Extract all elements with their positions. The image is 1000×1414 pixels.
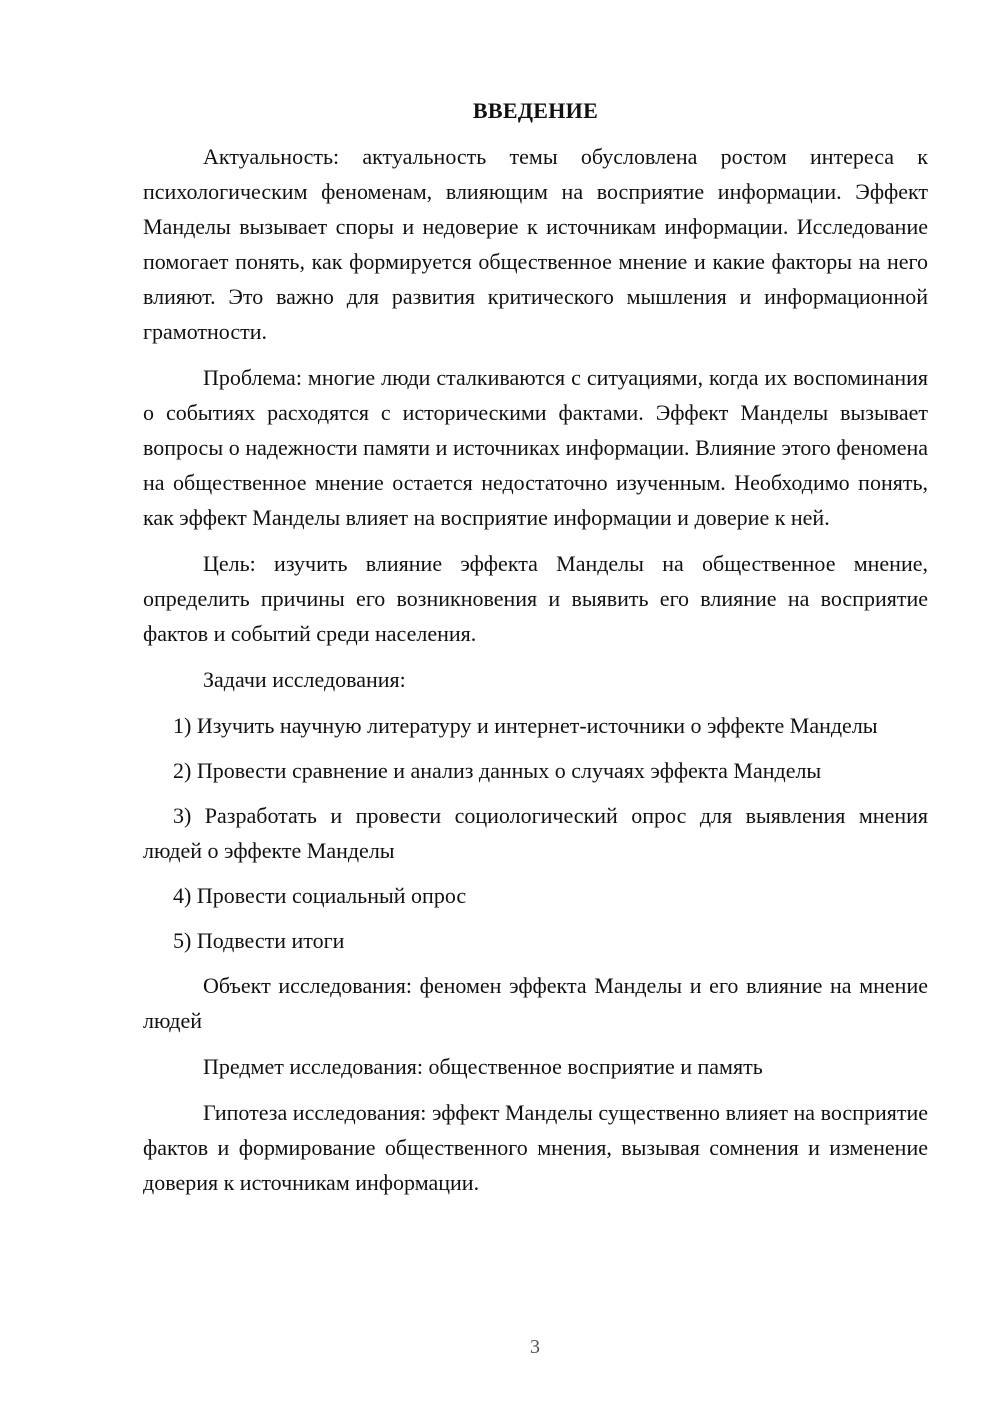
task-item-5: 5) Подвести итоги: [173, 928, 345, 953]
problem-paragraph: Проблема: многие люди сталкиваются с ситуациями, когда их воспоминания о событиях расходятся с историческими фактами. Эффект Манделы вызывает вопросы о надежности памяти и источниках информации. Влияние этого феномена на общественное мнение остается недостаточно изученным. Необходимо понять, как эффект Манделы влияет на восприятие информации и доверие к ней.: [143, 365, 928, 530]
object-paragraph: Объект исследования: феномен эффекта Манделы и его влияние на мнение людей: [143, 973, 928, 1033]
section-title: ВВЕДЕНИЕ: [472, 98, 599, 123]
goal-paragraph: Цель: изучить влияние эффекта Манделы на общественное мнение, определить причины его возникновения и выявить его влияние на восприятие фактов и событий среди населения.: [143, 551, 928, 646]
page-content: [143, 96, 928, 1211]
tasks-heading: Задачи исследования:: [203, 667, 406, 692]
task-item-4: 4) Провести социальный опрос: [173, 883, 467, 908]
hypothesis-paragraph: Гипотеза исследования: эффект Манделы существенно влияет на восприятие фактов и формирование общественного мнения, вызывая сомнения и изменение доверия к источникам информации.: [143, 1100, 928, 1195]
page-number: 3: [530, 1336, 540, 1358]
relevance-paragraph: Актуальность: актуальность темы обусловлена ростом интереса к психологическим феноменам, влияющим на восприятие информации. Эффект Манделы вызывает споры и недоверие к источникам информации. Исследование помогает понять, как формируется общественное мнение и какие факторы на него влияют. Это важно для развития критического мышления и информационной грамотности.: [143, 144, 928, 344]
subject-paragraph: Предмет исследования: общественное восприятие и память: [203, 1054, 763, 1079]
task-item-2: 2) Провести сравнение и анализ данных о случаях эффекта Манделы: [173, 758, 822, 783]
task-item-3: 3) Разработать и провести социологический опрос для выявления мнения людей о эффекте Манделы: [143, 803, 928, 863]
task-item-1: 1) Изучить научную литературу и интернет-источники о эффекте Манделы: [173, 713, 878, 738]
